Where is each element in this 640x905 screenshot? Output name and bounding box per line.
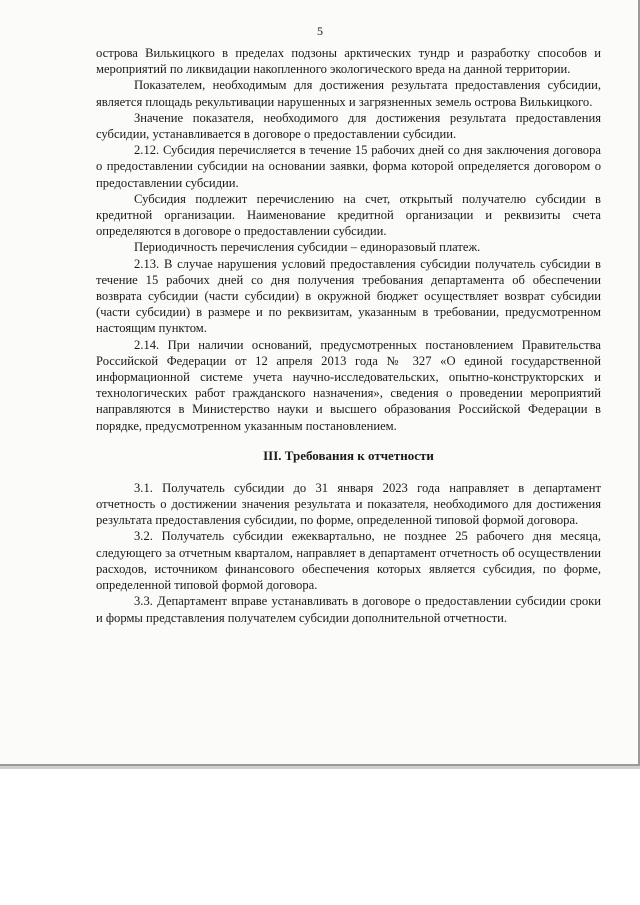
paragraph-account: Субсидия подлежит перечислению на счет, открытый получателю субсидии в кредитной организации. Наименование кредитной организации и реквизиты счета определяются в договоре о предоставлении субсидии. — [96, 191, 601, 239]
paragraph-3-3: 3.3. Департамент вправе устанавливать в договоре о предоставлении субсидии сроки и формы представления получателем субсидии дополнительной отчетности. — [96, 594, 601, 625]
paragraph-indicator-value: Значение показателя, необходимого для достижения результата предоставления субсидии, устанавливается в договоре о предоставлении субсидии. — [96, 110, 601, 142]
paragraph-2-14: 2.14. При наличии оснований, предусмотренных постановлением Правительства Российской Федерации от 12 апреля 2013 года № 327 «О единой государственной информационной системе учета научно-исследовательских, опытно-конструкторских и технологических работ гражданского назначения», сведения о проведении мероприятий направляются в Министерство науки и высшего образования Российской Федерации в порядке, предусмотренном указанным постановлением. — [96, 337, 601, 433]
paragraph-3-2: 3.2. Получатель субсидии ежеквартально, не позднее 25 рабочего дня месяца, следующего за отчетным кварталом, направляет в департамент отчетность об осуществлении расходов, источником финансового обеспечения которых является субсидия, по форме, определенной типовой формой договора. — [96, 529, 601, 593]
paragraph-2-13: 2.13. В случае нарушения условий предоставления субсидии получатель субсидии в течение 15 рабочих дней со дня получения требования департамента об обеспечении возврата субсидии (части субсидии) в окружной бюджет осуществляет возврат субсидии (части субсидии) в размере и по реквизитам, указанным в требовании, предусмотренном настоящим пунктом. — [96, 256, 601, 336]
paragraph-2-12: 2.12. Субсидия перечисляется в течение 15 рабочих дней со дня заключения договора о предоставлении субсидии на основании заявки, форма которой определяется договором о предоставлении субсидии. — [96, 143, 601, 190]
paragraph-3-1: 3.1. Получатель субсидии до 31 января 2023 года направляет в департамент отчетность о достижении значения результата и показателя, необходимого для достижения результата предоставления субсидии, по форме, определенной типовой формой договора. — [96, 480, 601, 528]
scan-edge — [0, 766, 640, 769]
page-number: 5 — [317, 24, 323, 38]
paragraph-indicator: Показателем, необходимым для достижения результата предоставления субсидии, является площадь рекультивации нарушенных и загрязненных земель острова Вилькицкого. — [96, 78, 601, 109]
section-heading: III. Требования к отчетности — [263, 447, 434, 463]
paragraph-continuation: острова Вилькицкого в пределах подзоны арктических тундр и разработку способов и мероприятий по ликвидации накопленного экологического вреда на данной территории. — [96, 46, 601, 77]
document-body — [96, 45, 601, 626]
paragraph-periodicity: Периодичность перечисления субсидии – единоразовый платеж. — [134, 240, 481, 255]
